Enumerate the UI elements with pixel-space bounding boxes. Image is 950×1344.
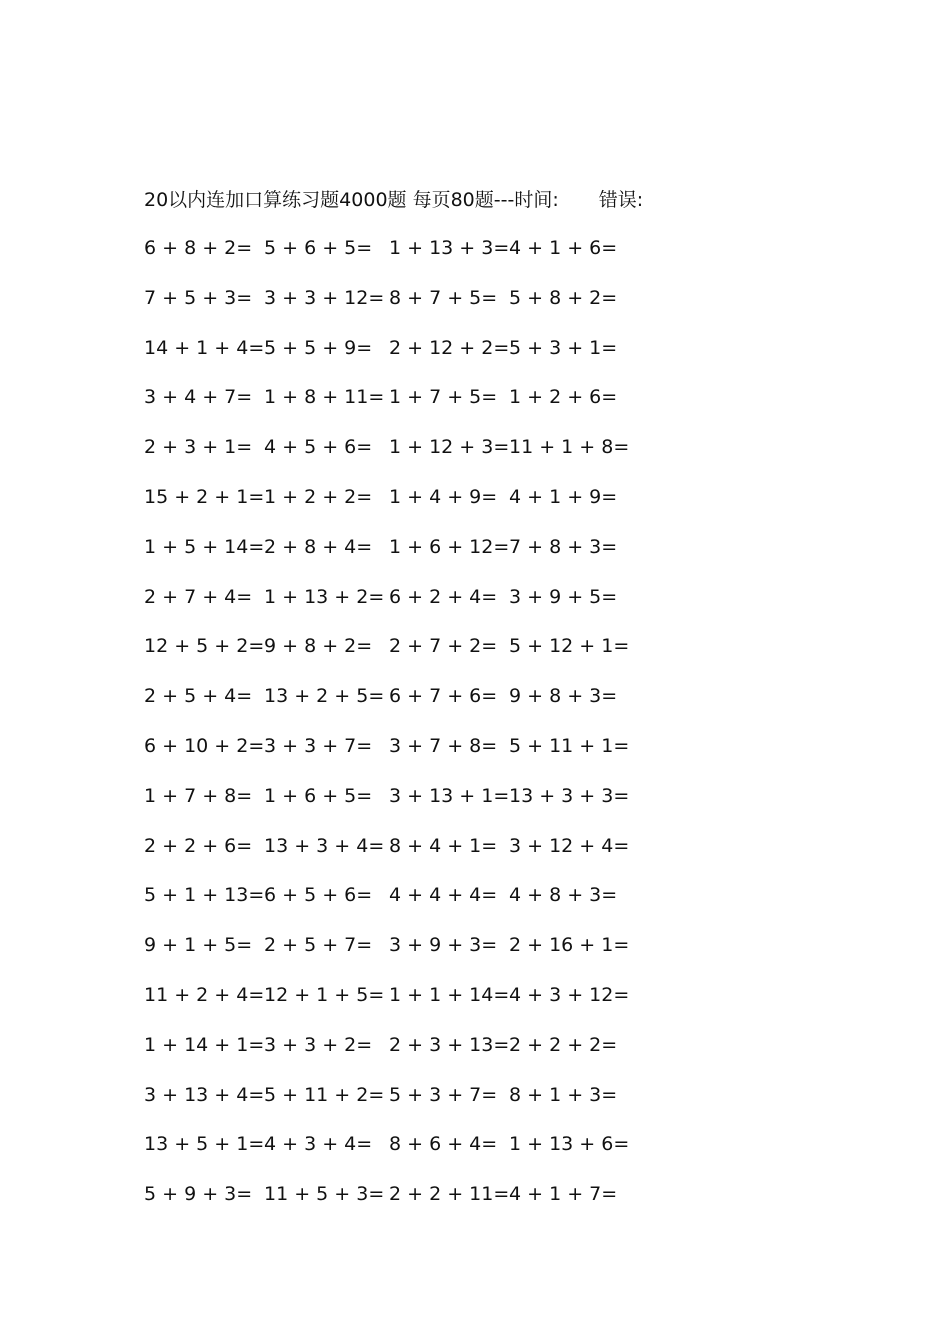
- problem-item: 1 + 13 + 2=: [264, 585, 385, 608]
- problem-row: [144, 381, 634, 431]
- problem-item: 1 + 7 + 8=: [144, 784, 253, 807]
- problem-item: 5 + 5 + 9=: [264, 336, 373, 359]
- problem-item: 4 + 5 + 6=: [264, 436, 373, 459]
- problem-item: 3 + 3 + 7=: [264, 734, 373, 757]
- problem-item: 2 + 3 + 1=: [144, 436, 253, 459]
- problem-item: 11 + 5 + 3=: [264, 1183, 385, 1206]
- problem-item: 5 + 9 + 3=: [144, 1183, 253, 1206]
- problem-row: [144, 481, 634, 531]
- problem-row: [144, 232, 634, 282]
- problem-item: 1 + 2 + 2=: [264, 485, 373, 508]
- problem-row: [144, 1029, 634, 1079]
- problem-item: 5 + 8 + 2=: [509, 286, 618, 309]
- problem-item: 5 + 6 + 5=: [264, 237, 373, 259]
- problem-item: 1 + 5 + 14=: [144, 535, 265, 558]
- problem-item: 15 + 2 + 1=: [144, 485, 265, 508]
- problem-item: 12 + 5 + 2=: [144, 635, 265, 658]
- problem-item: 2 + 7 + 2=: [389, 635, 498, 658]
- problem-row: [144, 431, 634, 481]
- problem-item: 1 + 2 + 6=: [509, 386, 618, 409]
- problem-item: 6 + 2 + 4=: [389, 585, 498, 608]
- problem-item: 1 + 7 + 5=: [389, 386, 498, 409]
- problem-row: [144, 1079, 634, 1129]
- problem-row: [144, 332, 634, 382]
- problem-item: 5 + 3 + 7=: [389, 1083, 498, 1106]
- problem-row: [144, 929, 634, 979]
- problem-item: 13 + 2 + 5=: [264, 685, 385, 708]
- problem-row: [144, 282, 634, 332]
- problem-item: 1 + 8 + 11=: [264, 386, 385, 409]
- problem-item: 1 + 4 + 9=: [389, 485, 498, 508]
- problem-item: 2 + 12 + 2=: [389, 336, 510, 359]
- problem-item: 2 + 2 + 2=: [509, 1033, 618, 1056]
- problem-item: 9 + 1 + 5=: [144, 934, 253, 957]
- worksheet-title: 20以内连加口算练习题4000题 每页80题---时间:: [144, 189, 559, 211]
- problem-item: 4 + 4 + 4=: [389, 884, 498, 907]
- problem-item: 2 + 2 + 11=: [389, 1183, 510, 1206]
- problem-item: 4 + 8 + 3=: [509, 884, 618, 907]
- problem-item: 7 + 5 + 3=: [144, 286, 253, 309]
- problem-item: 3 + 3 + 12=: [264, 286, 385, 309]
- problem-item: 2 + 5 + 7=: [264, 934, 373, 957]
- problem-item: 2 + 2 + 6=: [144, 834, 253, 857]
- problem-item: 1 + 1 + 14=: [389, 983, 510, 1006]
- problem-item: 6 + 8 + 2=: [144, 237, 253, 259]
- problem-row: [144, 1178, 634, 1228]
- problem-item: 3 + 4 + 7=: [144, 386, 253, 409]
- problem-row: [144, 581, 634, 631]
- problem-grid: [144, 232, 634, 1228]
- problem-item: 8 + 1 + 3=: [509, 1083, 618, 1106]
- problem-item: 8 + 6 + 4=: [389, 1133, 498, 1156]
- problem-row: [144, 630, 634, 680]
- problem-item: 2 + 7 + 4=: [144, 585, 253, 608]
- problem-item: 4 + 1 + 7=: [509, 1183, 618, 1206]
- problem-item: 3 + 9 + 3=: [389, 934, 498, 957]
- problem-item: 5 + 3 + 1=: [509, 336, 618, 359]
- problem-item: 6 + 10 + 2=: [144, 734, 265, 757]
- problem-row: [144, 780, 634, 830]
- problem-item: 1 + 6 + 5=: [264, 784, 373, 807]
- problem-item: 1 + 13 + 3=: [389, 237, 510, 259]
- problem-item: 4 + 1 + 9=: [509, 485, 618, 508]
- error-label: 错误:: [598, 189, 644, 211]
- problem-item: 4 + 3 + 4=: [264, 1133, 373, 1156]
- problem-item: 13 + 5 + 1=: [144, 1133, 265, 1156]
- problem-row: [144, 680, 634, 730]
- problem-item: 9 + 8 + 2=: [264, 635, 373, 658]
- problem-item: 2 + 8 + 4=: [264, 535, 373, 558]
- problem-row: [144, 879, 634, 929]
- problem-item: 8 + 7 + 5=: [389, 286, 498, 309]
- problem-item: 1 + 13 + 6=: [509, 1133, 630, 1156]
- problem-item: 6 + 5 + 6=: [264, 884, 373, 907]
- problem-item: 3 + 12 + 4=: [509, 834, 630, 857]
- problem-item: 1 + 6 + 12=: [389, 535, 510, 558]
- problem-item: 1 + 12 + 3=: [389, 436, 510, 459]
- problem-item: 3 + 13 + 1=: [389, 784, 510, 807]
- problem-item: 1 + 14 + 1=: [144, 1033, 265, 1056]
- problem-item: 12 + 1 + 5=: [264, 983, 385, 1006]
- problem-item: 3 + 13 + 4=: [144, 1083, 265, 1106]
- problem-item: 6 + 7 + 6=: [389, 685, 498, 708]
- problem-row: [144, 1128, 634, 1178]
- worksheet-header: [144, 184, 643, 216]
- problem-item: 2 + 5 + 4=: [144, 685, 253, 708]
- problem-item: 7 + 8 + 3=: [509, 535, 618, 558]
- problem-row: [144, 531, 634, 581]
- problem-item: 4 + 3 + 12=: [509, 983, 630, 1006]
- problem-item: 8 + 4 + 1=: [389, 834, 498, 857]
- problem-item: 5 + 12 + 1=: [509, 635, 630, 658]
- problem-item: 11 + 2 + 4=: [144, 983, 265, 1006]
- problem-item: 2 + 16 + 1=: [509, 934, 630, 957]
- problem-item: 9 + 8 + 3=: [509, 685, 618, 708]
- problem-item: 4 + 1 + 6=: [509, 237, 618, 259]
- problem-item: 14 + 1 + 4=: [144, 336, 265, 359]
- problem-item: 3 + 9 + 5=: [509, 585, 618, 608]
- problem-item: 5 + 11 + 2=: [264, 1083, 385, 1106]
- problem-item: 2 + 3 + 13=: [389, 1033, 510, 1056]
- problem-item: 11 + 1 + 8=: [509, 436, 630, 459]
- problem-item: 13 + 3 + 4=: [264, 834, 385, 857]
- problem-row: [144, 979, 634, 1029]
- problem-item: 3 + 7 + 8=: [389, 734, 498, 757]
- problem-item: 13 + 3 + 3=: [509, 784, 630, 807]
- problem-item: 5 + 11 + 1=: [509, 734, 630, 757]
- problem-row: [144, 730, 634, 780]
- problem-item: 3 + 3 + 2=: [264, 1033, 373, 1056]
- problem-item: 5 + 1 + 13=: [144, 884, 265, 907]
- problem-row: [144, 830, 634, 880]
